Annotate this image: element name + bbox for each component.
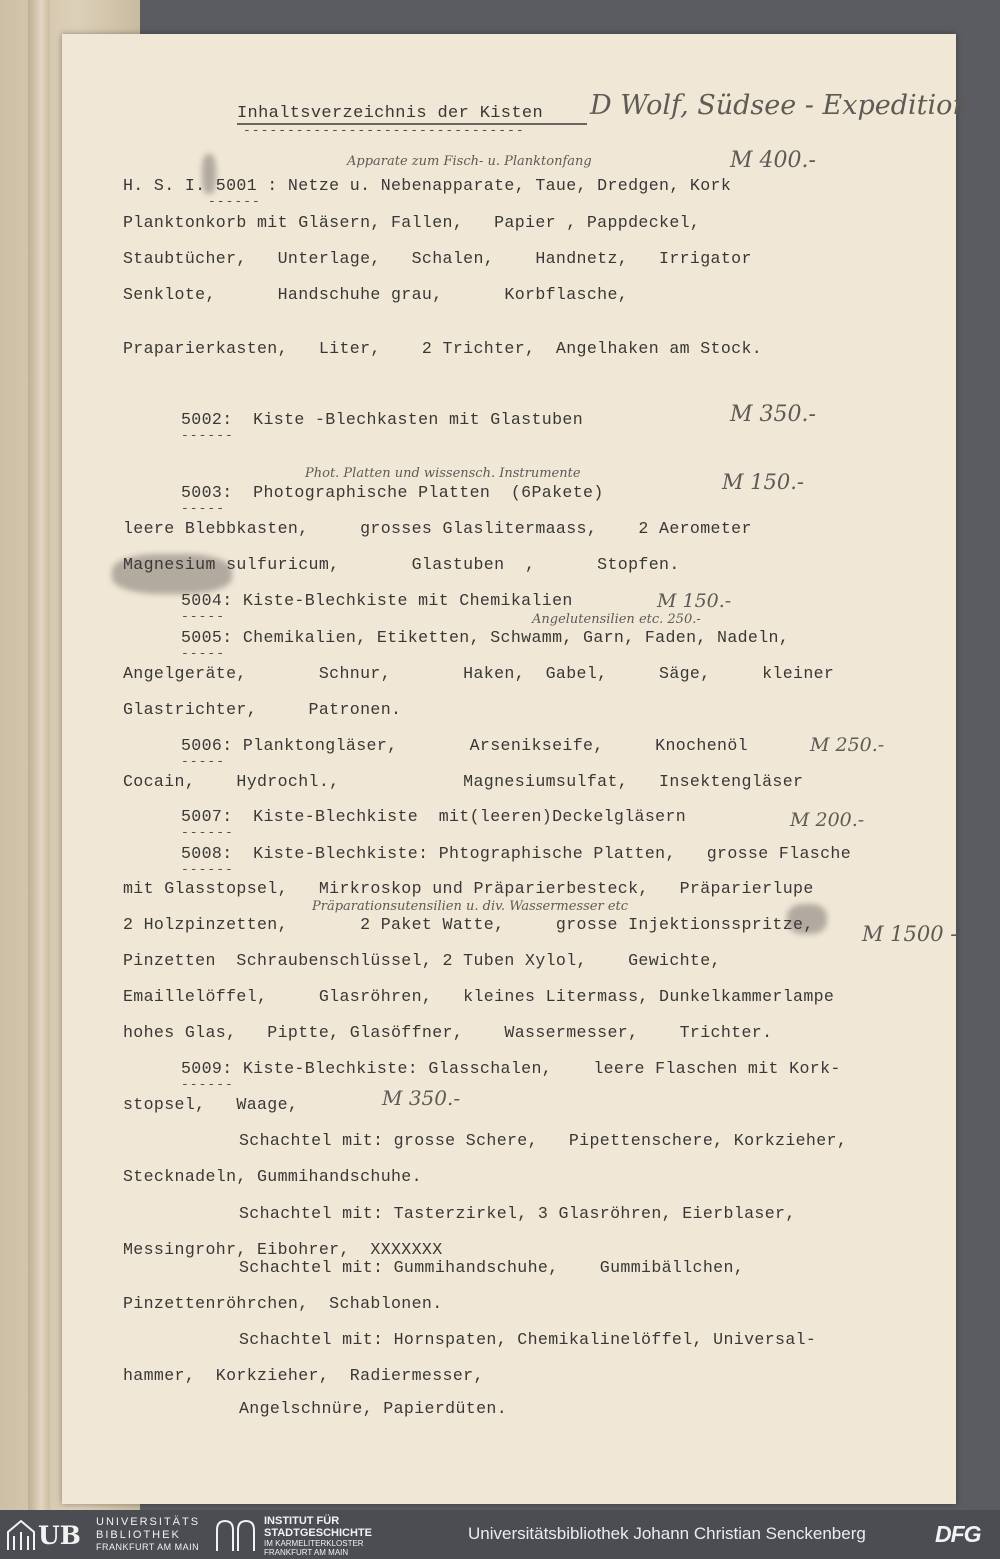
text-line: Praparierkasten, Liter, 2 Trichter, Angelhaken am Stock.	[123, 339, 763, 358]
text-line: Pinzettenröhrchen, Schablonen.	[123, 1294, 443, 1313]
isg-line2: STADTGESCHICHTE	[264, 1527, 372, 1539]
text-line: Stecknadeln, Gummihandschuhe.	[123, 1167, 422, 1186]
underline-5006: -----	[181, 754, 226, 769]
text-line: Schachtel mit: Hornspaten, Chemikalinelöffel, Universal-	[239, 1330, 817, 1349]
handnote-5002-price: M 350.-	[730, 402, 816, 427]
handnote-5003: Phot. Platten und wissensch. Instrumente	[305, 466, 581, 481]
document-title: Inhaltsverzeichnis der Kisten	[237, 104, 543, 123]
ub-logo	[6, 1518, 94, 1552]
text-line: 5002: Kiste -Blechkasten mit Glastuben	[181, 410, 584, 429]
ub-logo-text: UB	[38, 1521, 81, 1550]
handnote-5007-price: M 200.-	[790, 809, 865, 831]
underline-5003: -----	[181, 501, 226, 516]
text-line: hammer, Korkzieher, Radiermesser,	[123, 1366, 484, 1385]
text-line: Schachtel mit: Gummihandschuhe, Gummibällchen,	[239, 1258, 745, 1277]
text-line: Senklote, Handschuhe grau, Korbflasche,	[123, 285, 629, 304]
handwritten-header: D Wolf, Südsee - Expedition	[590, 90, 970, 121]
text-line: H. S. I. 5001 : Netze u. Nebenapparate, Taue, Dredgen, Kork	[123, 176, 732, 195]
text-line: hohes Glas, Piptte, Glasöffner, Wassermesser, Trichter.	[123, 1023, 773, 1042]
underline-5004: -----	[181, 609, 226, 624]
isg-line3: IM KARMELITERKLOSTER	[264, 1539, 364, 1548]
isg-arches-icon	[214, 1518, 258, 1552]
ub-name-line2: BIBLIOTHEK	[96, 1529, 181, 1541]
isg-line4: FRANKFURT AM MAIN	[264, 1548, 349, 1557]
isg-line1: INSTITUT FÜR	[264, 1515, 340, 1527]
text-line: Pinzetten Schraubenschlüssel, 2 Tuben Xylol, Gewichte,	[123, 951, 721, 970]
underline-5009: ------	[181, 1077, 234, 1092]
text-line: 5004: Kiste-Blechkiste mit Chemikalien	[181, 591, 573, 610]
text-line: Schachtel mit: Tasterzirkel, 3 Glasröhren, Eierblaser,	[239, 1204, 796, 1223]
underline-5008: ------	[181, 862, 234, 877]
text-line: Schachtel mit: grosse Schere, Pipettenschere, Korkzieher,	[239, 1131, 848, 1150]
ub-name-line3: FRANKFURT AM MAIN	[96, 1542, 200, 1552]
text-line: stopsel, Waage,	[123, 1095, 299, 1114]
footer-bar	[0, 1510, 1000, 1559]
text-line: 5006: Planktongläser, Arsenikseife, Knochenöl	[181, 736, 748, 755]
text-line: Planktonkorb mit Gläsern, Fallen, Papier , Pappdeckel,	[123, 213, 701, 232]
text-line: Cocain, Hydrochl., Magnesiumsulfat, Insektengläser	[123, 772, 804, 791]
title-dashes: --------------------------------	[243, 123, 525, 138]
text-line: Staubtücher, Unterlage, Schalen, Handnetz, Irrigator	[123, 249, 752, 268]
underline-5005: -----	[181, 646, 226, 661]
handnote-5008: Präparationsutensilien u. div. Wassermesser etc	[312, 899, 629, 914]
underline-5007: ------	[181, 825, 234, 840]
handnote-5006-price: M 250.-	[810, 734, 885, 756]
handnote-5001: Apparate zum Fisch- u. Planktonfang	[347, 154, 592, 169]
text-line: Angelschnüre, Papierdüten.	[239, 1399, 508, 1418]
document-page	[62, 34, 970, 1504]
text-line: 5005: Chemikalien, Etiketten, Schwamm, Garn, Faden, Nadeln,	[181, 628, 790, 647]
text-line: 5008: Kiste-Blechkiste: Phtographische Platten, grosse Flasche	[181, 844, 852, 863]
dfg-logo: DFG	[935, 1521, 981, 1547]
text-line: Emaillelöffel, Glasröhren, kleines Litermass, Dunkelkammerlampe	[123, 987, 835, 1006]
text-line: mit Glasstopsel, Mirkroskop und Präparierbesteck, Präparierlupe	[123, 879, 814, 898]
handnote-5009-price: M 350.-	[382, 1086, 461, 1110]
handnote-5005: Angelutensilien etc. 250.-	[532, 612, 701, 627]
ink-smudge	[112, 554, 232, 594]
underline-5001: ------	[208, 194, 261, 209]
underlying-page-edge	[28, 0, 50, 1510]
ink-smudge	[202, 154, 216, 194]
text-line: 5007: Kiste-Blechkiste mit(leeren)Deckelgläsern	[181, 807, 687, 826]
handnote-5008-price: M 1500 -	[862, 922, 958, 946]
handnote-5004-price: M 150.-	[657, 590, 732, 612]
ink-smudge	[787, 904, 827, 934]
handnote-5003-price: M 150.-	[722, 470, 805, 494]
ub-building-icon	[6, 1518, 36, 1552]
text-line: Magnesium sulfuricum, Glastuben , Stopfen.	[123, 555, 680, 574]
handnote-5001-price: M 400.-	[730, 148, 816, 173]
footer-institution-text: Universitätsbibliothek Johann Christian Senckenberg	[468, 1524, 866, 1543]
text-line: Messingrohr, Eibohrer, XXXXXXX	[123, 1240, 443, 1259]
text-line: Glastrichter, Patronen.	[123, 700, 402, 719]
text-line: 2 Holzpinzetten, 2 Paket Watte, grosse Injektionsspritze,	[123, 915, 814, 934]
text-line: Angelgeräte, Schnur, Haken, Gabel, Säge, kleiner	[123, 664, 835, 683]
underline-5002: ------	[181, 428, 234, 443]
ub-name-line1: UNIVERSITÄTS	[96, 1516, 201, 1528]
text-line: 5003: Photographische Platten (6Pakete)	[181, 483, 604, 502]
text-line: leere Blebbkasten, grosses Glaslitermaass, 2 Aerometer	[123, 519, 752, 538]
text-line: 5009: Kiste-Blechkiste: Glasschalen, leere Flaschen mit Kork-	[181, 1059, 841, 1078]
